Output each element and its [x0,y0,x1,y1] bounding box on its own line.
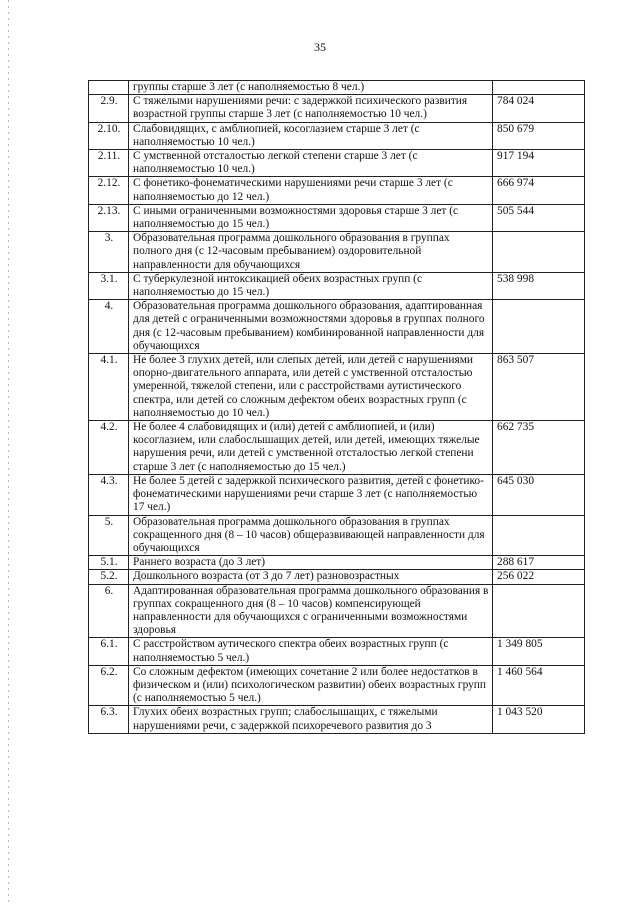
row-number: 2.13. [89,204,129,231]
row-description: Адаптированная образовательная программа дошкольного образования в группах сокращенного дня (8 – 10 часов) компенсирующей направленности для обучающихся с ограниченными возможностями здоровья [129,584,493,638]
row-description: С умственной отсталостью легкой степени старше 3 лет (с наполняемостью 10 чел.) [129,150,493,177]
row-number: 4.2. [89,421,129,475]
row-value: 1 349 805 [493,638,585,665]
row-number: 6.3. [89,706,129,733]
row-value: 645 030 [493,474,585,515]
table-row [89,81,585,95]
row-number: 4.3. [89,474,129,515]
row-number: 6. [89,584,129,638]
row-value [493,584,585,638]
row-number: 3. [89,232,129,273]
row-value [493,515,585,556]
row-value: 538 998 [493,272,585,299]
row-value: 256 022 [493,570,585,584]
row-description: Не более 4 слабовидящих и (или) детей с амблиопией, и (или) косоглазием, или слабослышащих детей, или детей, имеющих тяжелые нарушения речи, или детей с умственной отсталостью легкой степени старше 3 лет (с наполняемостью до 15 чел.) [129,421,493,475]
table-row [89,354,585,421]
row-description: Раннего возраста (до 3 лет) [129,556,493,570]
table-row [89,177,585,204]
table-row [89,665,585,706]
row-number: 2.9. [89,95,129,122]
table-row [89,556,585,570]
row-description: С фонетико-фонематическими нарушениями речи старше 3 лет (с наполняемостью до 12 чел.) [129,177,493,204]
table-row [89,300,585,354]
table-row [89,272,585,299]
table-row [89,150,585,177]
row-value: 784 024 [493,95,585,122]
row-description: С расстройством аутического спектра обеих возрастных групп (с наполняемостью 5 чел.) [129,638,493,665]
row-description: Со сложным дефектом (имеющих сочетание 2 или более недостатков в физическом и (или) психологическом развитии) обеих возрастных групп (с наполняемостью 5 чел.) [129,665,493,706]
table-row [89,204,585,231]
row-number: 6.1. [89,638,129,665]
table-row [89,122,585,149]
row-number: 5.2. [89,570,129,584]
row-value: 666 974 [493,177,585,204]
row-value: 1 460 564 [493,665,585,706]
row-value: 863 507 [493,354,585,421]
row-value: 850 679 [493,122,585,149]
row-description: группы старше 3 лет (с наполняемостью 8 чел.) [129,81,493,95]
row-description: Образовательная программа дошкольного образования в группах сокращенного дня (8 – 10 часов) общеразвивающей направленности для обучающихся [129,515,493,556]
tariff-table [88,80,585,734]
row-description: Образовательная программа дошкольного образования, адаптированная для детей с ограниченными возможностями здоровья в группах полного дня (с 12-часовым пребыванием) комбинированной направленности для обучающихся [129,300,493,354]
row-value [493,300,585,354]
row-description: С иными ограниченными возможностями здоровья старше 3 лет (с наполняемостью до 15 чел.) [129,204,493,231]
row-description: Дошкольного возраста (от 3 до 7 лет) разновозрастных [129,570,493,584]
table-row [89,638,585,665]
row-value: 662 735 [493,421,585,475]
scan-edge [8,0,9,905]
table-row [89,421,585,475]
row-description: Не более 5 детей с задержкой психического развития, детей с фонетико-фонематическими нарушениями речи старше 3 лет (с наполняемостью 17 чел.) [129,474,493,515]
page-number: 35 [314,40,326,54]
table-row [89,232,585,273]
row-number [89,81,129,95]
row-value: 917 194 [493,150,585,177]
row-description: Не более 3 глухих детей, или слепых детей, или детей с нарушениями опорно-двигательного аппарата, или детей с умственной отсталостью умеренной, тяжелой степени, или с расстройствами аутистического спектра, или детей со сложным дефектом обеих возрастных групп (с наполняемостью до 10 чел.) [129,354,493,421]
table-row [89,95,585,122]
row-number: 4.1. [89,354,129,421]
row-description: Образовательная программа дошкольного образования в группах полного дня (с 12-часовым пребыванием) оздоровительной направленности для обучающихся [129,232,493,273]
row-value: 1 043 520 [493,706,585,733]
row-number: 2.11. [89,150,129,177]
table-row [89,474,585,515]
row-number: 2.10. [89,122,129,149]
table-row [89,570,585,584]
row-number: 6.2. [89,665,129,706]
row-value [493,81,585,95]
row-number: 3.1. [89,272,129,299]
row-number: 5.1. [89,556,129,570]
row-value [493,232,585,273]
table-row [89,706,585,733]
row-number: 2.12. [89,177,129,204]
row-description: Слабовидящих, с амблиопией, косоглазием старше 3 лет (с наполняемостью 10 чел.) [129,122,493,149]
row-value: 288 617 [493,556,585,570]
row-description: С туберкулезной интоксикацией обеих возрастных групп (с наполняемостью до 15 чел.) [129,272,493,299]
row-description: С тяжелыми нарушениями речи: с задержкой психического развития возрастной группы старше 3 лет (с наполняемостью 10 чел.) [129,95,493,122]
row-description: Глухих обеих возрастных групп; слабослышащих, с тяжелыми нарушениями речи, с задержкой психоречевого развития до 3 [129,706,493,733]
table-row [89,584,585,638]
row-number: 4. [89,300,129,354]
row-value: 505 544 [493,204,585,231]
row-number: 5. [89,515,129,556]
table-row [89,515,585,556]
